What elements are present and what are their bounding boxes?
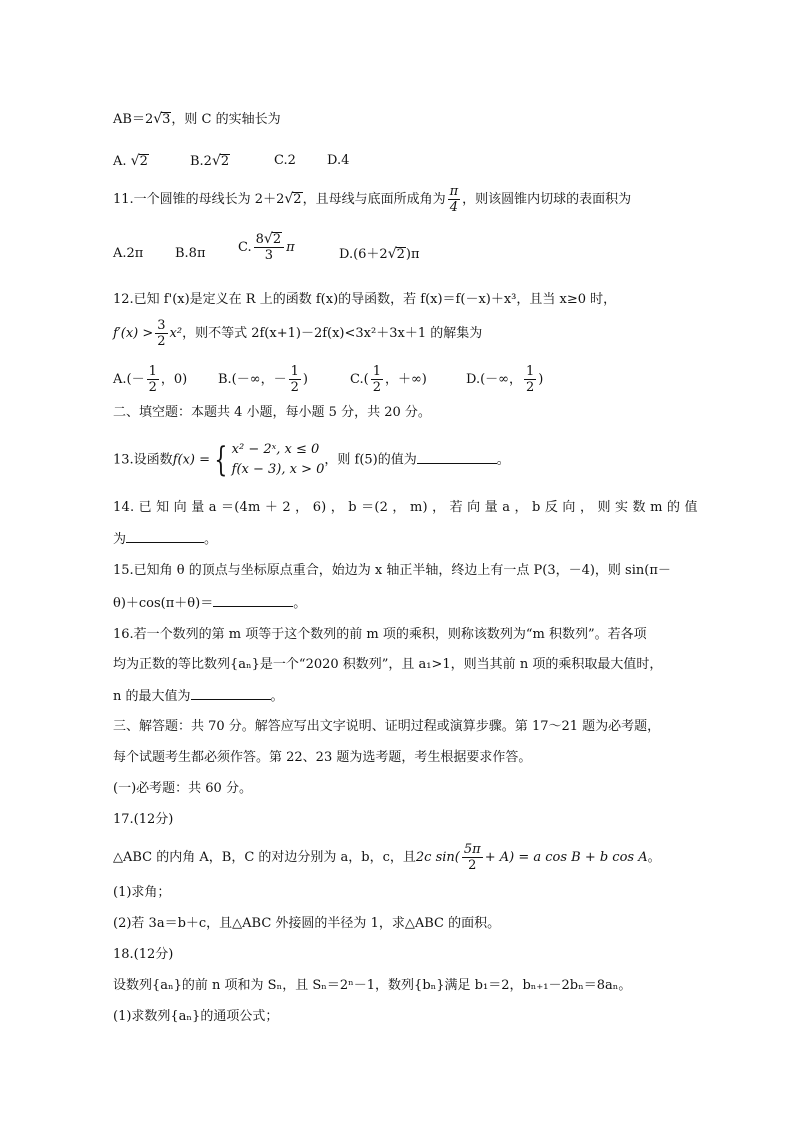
- section-3-heading-line1: 三、解答题：共 70 分。解答应写出文字说明、证明过程或演算步骤。第 17～21 题为必考题，: [113, 719, 661, 734]
- question-13: 13.设函数f(x) = { x² − 2ˣ, x ≤ 0 f(x − 3), x > 0 ，则 f(5)的值为 。: [113, 440, 510, 480]
- question-18-stem: 设数列{aₙ}的前 n 项和为 Sₙ，且 Sₙ＝2ⁿ－1，数列{bₙ}满足 b₁＝2，bₙ₊₁－2bₙ＝8aₙ。: [113, 978, 632, 993]
- answer-blank[interactable]: [191, 687, 271, 700]
- question-16-line3: n 的最大值为 。: [113, 689, 284, 704]
- fraction: $\frac{\pi}{4}$: [449, 184, 459, 215]
- question-12-line1: 12.已知 f'(x)是定义在 R 上的函数 f(x)的导函数，若 f(x)＝f(－x)＋x³，且当 x≥0 时，: [113, 292, 617, 307]
- question-18-heading: 18.(12分): [113, 947, 174, 962]
- question-17-part-1: (1)求角；: [113, 885, 171, 900]
- answer-blank[interactable]: [213, 594, 293, 607]
- question-16-line2: 均为正数的等比数列{aₙ}是一个“2020 积数列”，且 a₁>1，则当其前 n 项的乘积取最大值时，: [113, 657, 663, 672]
- question-17-heading: 17.(12分): [113, 812, 174, 827]
- question-15-line1: 15.已知角 θ 的顶点与坐标原点重合，始边为 x 轴正半轴，终边上有一点 P(3，－4)，则 sin(π－: [113, 563, 671, 578]
- q12-option-c: C.( $\frac{1}{2}$ ，＋∞): [350, 364, 427, 395]
- question-12-line2: f′(x) > $\frac{3}{2}$ x²，则不等式 2f(x+1)－2f(x)<3x²＋3x＋1 的解集为: [113, 318, 483, 349]
- question-17-part-2: (2)若 3a＝b＋c，且△ABC 外接圆的半径为 1，求△ABC 的面积。: [113, 916, 501, 931]
- q10-stem-tail: [113, 110, 281, 129]
- question-15-line2: θ)＋cos(π＋θ)＝ 。: [113, 596, 307, 611]
- q12-option-a: A.(－ $\frac{1}{2}$ ，0): [113, 364, 188, 395]
- section-2-heading: 二、填空题：本题共 4 小题，每小题 5 分，共 20 分。: [113, 405, 431, 420]
- question-14-line1: 14. 已 知 向 量 a ＝(4m ＋ 2 ， 6) ， b ＝(2 ， m) ， 若 向 量 a ， b 反 向 ， 则 实 数 m 的 值: [113, 500, 698, 515]
- radicand: 3: [162, 112, 171, 127]
- question-14-line2: 为 。: [113, 532, 218, 547]
- answer-blank[interactable]: [417, 451, 497, 464]
- q11-option-a: A.2π: [113, 246, 144, 261]
- q11-option-b: B.8π: [175, 246, 206, 261]
- answer-blank[interactable]: [126, 530, 204, 543]
- question-16-line1: 16.若一个数列的第 m 项等于这个数列的前 m 项的乘积，则称该数列为“m 积数列”。若各项: [113, 627, 647, 642]
- q12-option-d: D.(－∞， $\frac{1}{2}$ ): [466, 364, 544, 395]
- question-17-stem: △ABC 的内角 A，B，C 的对边分别为 a，b，c，且2c sin( $\frac{5\pi}{2}$ + A) = a cos B + b cos A。: [113, 842, 661, 873]
- text: AB＝2: [113, 112, 154, 127]
- section-3-heading-line2: 每个试题考生都必须作答。第 22、23 题为选考题，考生根据要求作答。: [113, 750, 532, 765]
- q10-option-c: C.2: [274, 153, 296, 168]
- text: ，则 C 的实轴长为: [171, 112, 281, 127]
- section-3-part-1: (一)必考题：共 60 分。: [113, 781, 252, 796]
- q11-option-c: C. $\frac{8√2}{3}$ π: [238, 231, 295, 263]
- q10-option-a: A. √2: [113, 153, 148, 169]
- q10-option-d: D.4: [327, 153, 350, 168]
- question-18-part-1: (1)求数列{aₙ}的通项公式；: [113, 1009, 279, 1024]
- sqrt-sign: √: [153, 111, 163, 127]
- q12-option-b: B.(－∞，－ $\frac{1}{2}$ ): [218, 364, 308, 395]
- q11-option-d: D.(6＋2√2)π: [339, 246, 420, 262]
- q10-option-b: B.2√2: [190, 153, 230, 169]
- question-11: 11.一个圆锥的母线长为 2＋2√2，且母线与底面所成角为 $\frac{\pi}{4}$ ，则该圆锥内切球的表面积为: [113, 184, 632, 215]
